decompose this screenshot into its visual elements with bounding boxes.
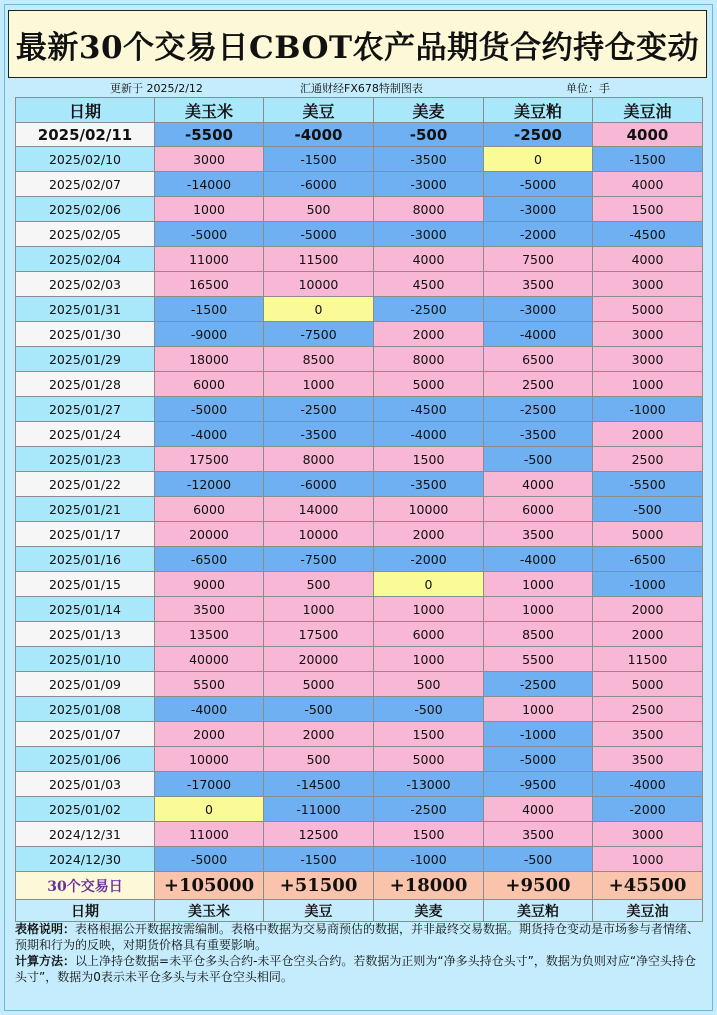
total-soybean: +51500 bbox=[264, 872, 374, 900]
soymeal-cell: -3000 bbox=[484, 197, 593, 222]
soyoil-cell: 3500 bbox=[593, 722, 703, 747]
soymeal-cell: 1000 bbox=[484, 597, 593, 622]
soyoil-cell: 4000 bbox=[593, 123, 703, 147]
wheat-cell: 5000 bbox=[374, 372, 484, 397]
soymeal-cell: -2500 bbox=[484, 397, 593, 422]
notes-calc-label: 计算方法： bbox=[15, 954, 76, 968]
soyoil-cell: 4000 bbox=[593, 247, 703, 272]
corn-cell: -5000 bbox=[155, 847, 264, 872]
date-cell: 2025/02/07 bbox=[16, 172, 155, 197]
soymeal-cell: -1000 bbox=[484, 722, 593, 747]
table-row bbox=[16, 247, 703, 272]
soybean-cell: 10000 bbox=[264, 522, 374, 547]
wheat-cell: -500 bbox=[374, 697, 484, 722]
soymeal-cell: -2000 bbox=[484, 222, 593, 247]
corn-cell: 6000 bbox=[155, 497, 264, 522]
corn-cell: -5500 bbox=[155, 123, 264, 147]
table-row bbox=[16, 372, 703, 397]
soymeal-cell: -9500 bbox=[484, 772, 593, 797]
corn-cell: 20000 bbox=[155, 522, 264, 547]
soybean-cell: -6000 bbox=[264, 172, 374, 197]
soymeal-cell: 6000 bbox=[484, 497, 593, 522]
soyoil-cell: 2500 bbox=[593, 697, 703, 722]
soybean-cell: -7500 bbox=[264, 547, 374, 572]
corn-cell: 2000 bbox=[155, 722, 264, 747]
corn-cell: 17500 bbox=[155, 447, 264, 472]
wheat-cell: -2500 bbox=[374, 797, 484, 822]
footer-corn: 美玉米 bbox=[155, 900, 264, 922]
table-row bbox=[16, 123, 703, 147]
corn-cell: -1500 bbox=[155, 297, 264, 322]
table-row bbox=[16, 622, 703, 647]
table-row bbox=[16, 547, 703, 572]
wheat-cell: 1500 bbox=[374, 447, 484, 472]
table-row bbox=[16, 147, 703, 172]
soyoil-cell: 3500 bbox=[593, 747, 703, 772]
table-row bbox=[16, 272, 703, 297]
soyoil-cell: -1000 bbox=[593, 397, 703, 422]
corn-cell: -12000 bbox=[155, 472, 264, 497]
date-cell: 2025/01/22 bbox=[16, 472, 155, 497]
header-soybean: 美豆 bbox=[264, 98, 374, 123]
corn-cell: -5000 bbox=[155, 222, 264, 247]
header-soyoil: 美豆油 bbox=[593, 98, 703, 123]
table-row bbox=[16, 847, 703, 872]
soymeal-cell: 6500 bbox=[484, 347, 593, 372]
date-cell: 2025/01/29 bbox=[16, 347, 155, 372]
notes-description bbox=[15, 921, 702, 953]
soymeal-cell: 8500 bbox=[484, 622, 593, 647]
soymeal-cell: -2500 bbox=[484, 123, 593, 147]
table-row bbox=[16, 447, 703, 472]
wheat-cell: 4000 bbox=[374, 247, 484, 272]
header-wheat: 美麦 bbox=[374, 98, 484, 123]
corn-cell: 3000 bbox=[155, 147, 264, 172]
wheat-cell: 1500 bbox=[374, 822, 484, 847]
header-date: 日期 bbox=[16, 98, 155, 123]
date-cell: 2025/01/21 bbox=[16, 497, 155, 522]
corn-cell: 10000 bbox=[155, 747, 264, 772]
wheat-cell: 6000 bbox=[374, 622, 484, 647]
soybean-cell: -6000 bbox=[264, 472, 374, 497]
date-cell: 2025/01/27 bbox=[16, 397, 155, 422]
wheat-cell: 1500 bbox=[374, 722, 484, 747]
soyoil-cell: 11500 bbox=[593, 647, 703, 672]
date-cell: 2025/02/06 bbox=[16, 197, 155, 222]
wheat-cell: -2000 bbox=[374, 547, 484, 572]
table-row bbox=[16, 722, 703, 747]
soybean-cell: 10000 bbox=[264, 272, 374, 297]
soybean-cell: 14000 bbox=[264, 497, 374, 522]
corn-cell: -9000 bbox=[155, 322, 264, 347]
table-row bbox=[16, 572, 703, 597]
date-cell: 2025/01/15 bbox=[16, 572, 155, 597]
date-cell: 2025/01/08 bbox=[16, 697, 155, 722]
date-cell: 2025/01/13 bbox=[16, 622, 155, 647]
soybean-cell: -2500 bbox=[264, 397, 374, 422]
date-cell: 2025/01/07 bbox=[16, 722, 155, 747]
soyoil-cell: -2000 bbox=[593, 797, 703, 822]
soymeal-cell: -3500 bbox=[484, 422, 593, 447]
wheat-cell: 8000 bbox=[374, 197, 484, 222]
soyoil-cell: 2000 bbox=[593, 622, 703, 647]
soyoil-cell: 5000 bbox=[593, 522, 703, 547]
date-cell: 2025/01/09 bbox=[16, 672, 155, 697]
total-soyoil: +45500 bbox=[593, 872, 703, 900]
updated-date: 更新于 2025/2/12 bbox=[110, 82, 203, 95]
soymeal-cell: 3500 bbox=[484, 522, 593, 547]
soybean-cell: -7500 bbox=[264, 322, 374, 347]
soybean-cell: 500 bbox=[264, 572, 374, 597]
soybean-cell: 17500 bbox=[264, 622, 374, 647]
soyoil-cell: 2000 bbox=[593, 422, 703, 447]
date-cell: 2025/02/03 bbox=[16, 272, 155, 297]
wheat-cell: -4500 bbox=[374, 397, 484, 422]
date-cell: 2025/02/10 bbox=[16, 147, 155, 172]
total-soymeal: +9500 bbox=[484, 872, 593, 900]
table-row bbox=[16, 747, 703, 772]
corn-cell: 16500 bbox=[155, 272, 264, 297]
wheat-cell: -3000 bbox=[374, 222, 484, 247]
footer-date: 日期 bbox=[16, 900, 155, 922]
date-cell: 2025/01/06 bbox=[16, 747, 155, 772]
corn-cell: 0 bbox=[155, 797, 264, 822]
soyoil-cell: 2000 bbox=[593, 597, 703, 622]
date-cell: 2025/01/28 bbox=[16, 372, 155, 397]
soybean-cell: -1500 bbox=[264, 847, 374, 872]
footer-wheat: 美麦 bbox=[374, 900, 484, 922]
wheat-cell: 4500 bbox=[374, 272, 484, 297]
soymeal-cell: 7500 bbox=[484, 247, 593, 272]
wheat-cell: -1000 bbox=[374, 847, 484, 872]
soybean-cell: 5000 bbox=[264, 672, 374, 697]
soybean-cell: -3500 bbox=[264, 422, 374, 447]
header-corn: 美玉米 bbox=[155, 98, 264, 123]
soyoil-cell: -500 bbox=[593, 497, 703, 522]
table-row bbox=[16, 797, 703, 822]
soyoil-cell: 3000 bbox=[593, 322, 703, 347]
soybean-cell: 20000 bbox=[264, 647, 374, 672]
wheat-cell: 5000 bbox=[374, 747, 484, 772]
corn-cell: 1000 bbox=[155, 197, 264, 222]
footer-soyoil: 美豆油 bbox=[593, 900, 703, 922]
table-row bbox=[16, 347, 703, 372]
corn-cell: 18000 bbox=[155, 347, 264, 372]
soyoil-cell: 1500 bbox=[593, 197, 703, 222]
corn-cell: 11000 bbox=[155, 247, 264, 272]
soybean-cell: -11000 bbox=[264, 797, 374, 822]
soybean-cell: 12500 bbox=[264, 822, 374, 847]
soybean-cell: 500 bbox=[264, 197, 374, 222]
soybean-cell: 1000 bbox=[264, 372, 374, 397]
soymeal-cell: -5000 bbox=[484, 172, 593, 197]
notes-desc-text: 表格根据公开数据按需编制。表格中数据为交易商预估的数据，并非最终交易数据。期货持仓变动是市场参与者情绪、预期和行为的反映，对期货价格具有重要影响。 bbox=[15, 922, 700, 952]
soymeal-cell: 3500 bbox=[484, 272, 593, 297]
notes-section bbox=[15, 921, 702, 985]
table-row bbox=[16, 197, 703, 222]
corn-cell: 40000 bbox=[155, 647, 264, 672]
wheat-cell: 8000 bbox=[374, 347, 484, 372]
soybean-cell: 1000 bbox=[264, 597, 374, 622]
notes-calc-text: 以上净持仓数据=未平仓多头合约-未平仓空头合约。若数据为正则为“净多头持仓头寸”，数据为负则对应“净空头持仓头寸”，数据为0表示未平仓多头与未平仓空头相同。 bbox=[15, 954, 697, 984]
table-row bbox=[16, 172, 703, 197]
soyoil-cell: 2500 bbox=[593, 447, 703, 472]
corn-cell: 6000 bbox=[155, 372, 264, 397]
wheat-cell: -3500 bbox=[374, 147, 484, 172]
soymeal-cell: 1000 bbox=[484, 697, 593, 722]
source-label: 汇通财经FX678特制图表 bbox=[300, 82, 423, 95]
wheat-cell: -3500 bbox=[374, 472, 484, 497]
wheat-cell: 2000 bbox=[374, 322, 484, 347]
soyoil-cell: -5500 bbox=[593, 472, 703, 497]
table-row bbox=[16, 772, 703, 797]
date-cell: 2025/01/14 bbox=[16, 597, 155, 622]
table-row bbox=[16, 822, 703, 847]
soymeal-cell: 4000 bbox=[484, 472, 593, 497]
soymeal-cell: 1000 bbox=[484, 572, 593, 597]
soymeal-cell: 4000 bbox=[484, 797, 593, 822]
date-cell: 2025/01/02 bbox=[16, 797, 155, 822]
header-soymeal: 美豆粕 bbox=[484, 98, 593, 123]
soyoil-cell: -4000 bbox=[593, 772, 703, 797]
soybean-cell: 0 bbox=[264, 297, 374, 322]
wheat-cell: 2000 bbox=[374, 522, 484, 547]
date-cell: 2024/12/31 bbox=[16, 822, 155, 847]
soybean-cell: 2000 bbox=[264, 722, 374, 747]
date-cell: 2025/01/17 bbox=[16, 522, 155, 547]
date-cell: 2025/01/16 bbox=[16, 547, 155, 572]
soyoil-cell: 5000 bbox=[593, 297, 703, 322]
corn-cell: -4000 bbox=[155, 422, 264, 447]
page-title: 最新30个交易日CBOT农产品期货合约持仓变动 bbox=[8, 10, 707, 78]
soybean-cell: 500 bbox=[264, 747, 374, 772]
table-row bbox=[16, 297, 703, 322]
corn-cell: -5000 bbox=[155, 397, 264, 422]
corn-cell: 5500 bbox=[155, 672, 264, 697]
footer-soymeal: 美豆粕 bbox=[484, 900, 593, 922]
soyoil-cell: 3000 bbox=[593, 822, 703, 847]
total-corn: +105000 bbox=[155, 872, 264, 900]
footer-soybean: 美豆 bbox=[264, 900, 374, 922]
soyoil-cell: 5000 bbox=[593, 672, 703, 697]
soymeal-cell: -4000 bbox=[484, 547, 593, 572]
table-row bbox=[16, 397, 703, 422]
soymeal-cell: 2500 bbox=[484, 372, 593, 397]
corn-cell: 13500 bbox=[155, 622, 264, 647]
soyoil-cell: -1500 bbox=[593, 147, 703, 172]
date-cell: 2025/01/10 bbox=[16, 647, 155, 672]
corn-cell: 9000 bbox=[155, 572, 264, 597]
wheat-cell: 10000 bbox=[374, 497, 484, 522]
soymeal-cell: -2500 bbox=[484, 672, 593, 697]
table-row bbox=[16, 597, 703, 622]
soybean-cell: 8000 bbox=[264, 447, 374, 472]
corn-cell: -17000 bbox=[155, 772, 264, 797]
date-cell: 2025/01/31 bbox=[16, 297, 155, 322]
date-cell: 2025/01/23 bbox=[16, 447, 155, 472]
soybean-cell: -5000 bbox=[264, 222, 374, 247]
date-cell: 2025/02/04 bbox=[16, 247, 155, 272]
table-header-row bbox=[16, 98, 703, 123]
table-body bbox=[16, 123, 703, 872]
date-cell: 2025/02/05 bbox=[16, 222, 155, 247]
unit-label: 单位：手 bbox=[566, 82, 610, 95]
soymeal-cell: 0 bbox=[484, 147, 593, 172]
soyoil-cell: 1000 bbox=[593, 847, 703, 872]
soybean-cell: -4000 bbox=[264, 123, 374, 147]
soybean-cell: 11500 bbox=[264, 247, 374, 272]
wheat-cell: -500 bbox=[374, 123, 484, 147]
corn-cell: -6500 bbox=[155, 547, 264, 572]
soybean-cell: -500 bbox=[264, 697, 374, 722]
table-row bbox=[16, 222, 703, 247]
wheat-cell: 0 bbox=[374, 572, 484, 597]
corn-cell: 11000 bbox=[155, 822, 264, 847]
soyoil-cell: -1000 bbox=[593, 572, 703, 597]
date-cell: 2025/02/11 bbox=[16, 123, 155, 147]
soyoil-cell: 3000 bbox=[593, 347, 703, 372]
soymeal-cell: 3500 bbox=[484, 822, 593, 847]
soyoil-cell: 4000 bbox=[593, 172, 703, 197]
corn-cell: -4000 bbox=[155, 697, 264, 722]
table-row bbox=[16, 322, 703, 347]
soyoil-cell: -6500 bbox=[593, 547, 703, 572]
soymeal-cell: -5000 bbox=[484, 747, 593, 772]
wheat-cell: -2500 bbox=[374, 297, 484, 322]
soymeal-cell: 5500 bbox=[484, 647, 593, 672]
wheat-cell: 1000 bbox=[374, 647, 484, 672]
table-row bbox=[16, 497, 703, 522]
soyoil-cell: 3000 bbox=[593, 272, 703, 297]
totals-label: 30个交易日 bbox=[16, 872, 155, 900]
table-row bbox=[16, 672, 703, 697]
table-row bbox=[16, 422, 703, 447]
table-row bbox=[16, 522, 703, 547]
soymeal-cell: -3000 bbox=[484, 297, 593, 322]
positions-table bbox=[15, 97, 703, 922]
wheat-cell: 1000 bbox=[374, 597, 484, 622]
soymeal-cell: -500 bbox=[484, 847, 593, 872]
wheat-cell: -3000 bbox=[374, 172, 484, 197]
table-row bbox=[16, 697, 703, 722]
date-cell: 2025/01/03 bbox=[16, 772, 155, 797]
wheat-cell: -4000 bbox=[374, 422, 484, 447]
date-cell: 2024/12/30 bbox=[16, 847, 155, 872]
corn-cell: 3500 bbox=[155, 597, 264, 622]
soymeal-cell: -4000 bbox=[484, 322, 593, 347]
date-cell: 2025/01/30 bbox=[16, 322, 155, 347]
soymeal-cell: -500 bbox=[484, 447, 593, 472]
notes-calculation bbox=[15, 953, 702, 985]
soybean-cell: -14500 bbox=[264, 772, 374, 797]
soyoil-cell: -4500 bbox=[593, 222, 703, 247]
total-wheat: +18000 bbox=[374, 872, 484, 900]
soybean-cell: 8500 bbox=[264, 347, 374, 372]
wheat-cell: -13000 bbox=[374, 772, 484, 797]
table-row bbox=[16, 647, 703, 672]
corn-cell: -14000 bbox=[155, 172, 264, 197]
footer-header-row bbox=[16, 900, 703, 922]
notes-desc-label: 表格说明： bbox=[15, 922, 76, 936]
soyoil-cell: 1000 bbox=[593, 372, 703, 397]
table-row bbox=[16, 472, 703, 497]
soybean-cell: -1500 bbox=[264, 147, 374, 172]
date-cell: 2025/01/24 bbox=[16, 422, 155, 447]
totals-row bbox=[16, 872, 703, 900]
wheat-cell: 500 bbox=[374, 672, 484, 697]
